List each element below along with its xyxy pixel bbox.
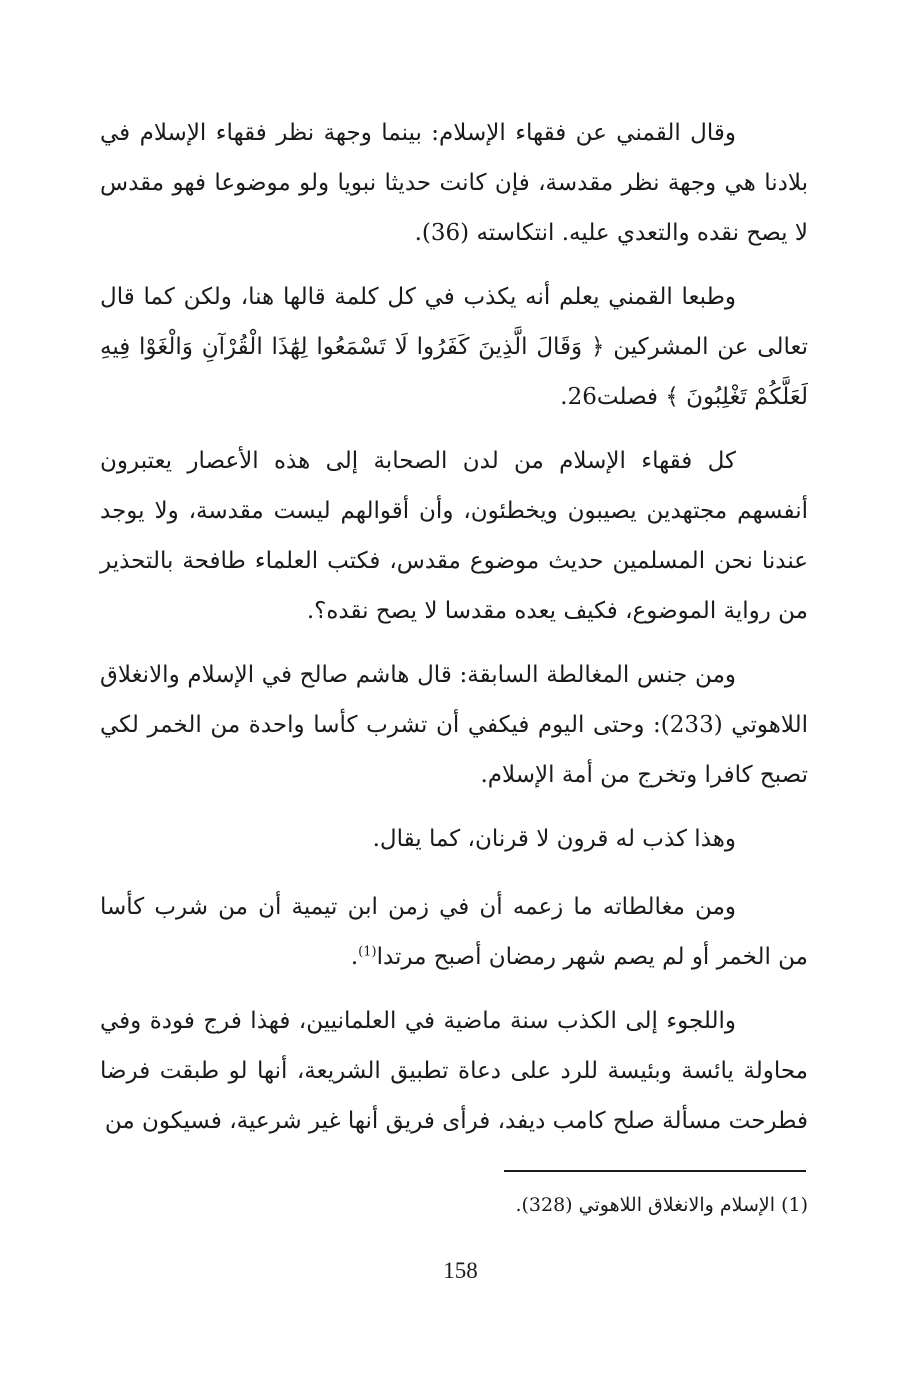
paragraph-6 (100, 882, 808, 982)
footnote: (1) الإسلام والانغلاق اللاهوتي (328). (515, 1194, 808, 1216)
page-number: 158 (443, 1258, 478, 1283)
footnote-divider (504, 1170, 806, 1172)
paragraph-3: كل فقهاء الإسلام من لدن الصحابة إلى هذه الأعصار يعتبرون أنفسهم مجتهدين يصيبون ويخطئون، وأن أقوالهم ليست مقدسة، ولا يوجد عندنا نحن المسلمين حديث موضوع مقدس، فكتب العلماء طافحة بالتحذير من رواية الموضوع، فكيف يعده مقدسا لا يصح نقده؟. (100, 448, 808, 624)
paragraph-4: ومن جنس المغالطة السابقة: قال هاشم صالح في الإسلام والانغلاق اللاهوتي (233): وحتى اليوم فيكفي أن تشرب كأسا واحدة من الخمر لكي تصبح كافرا وتخرج من أمة الإسلام. (100, 662, 808, 788)
paragraph-7: واللجوء إلى الكذب سنة ماضية في العلمانيين، فهذا فرج فودة وفي محاولة يائسة وبئيسة للرد على دعاة تطبيق الشريعة، أنها لو طبقت فرضا فطرحت مسألة صلح كامب ديفد، فرأى فريق أنها غير شرعية، فسيكون من (100, 1008, 808, 1134)
paragraph-1: وقال القمني عن فقهاء الإسلام: بينما وجهة نظر فقهاء الإسلام في بلادنا هي وجهة نظر مقدسة، فإن كانت حديثا نبويا ولو موضوعا فهو مقدس لا يصح نقده والتعدي عليه. انتكاسته (36). (100, 120, 808, 246)
paragraph-5: وهذا كذب له قرون لا قرنان، كما يقال. (372, 826, 736, 852)
paragraph-2: وطبعا القمني يعلم أنه يكذب في كل كلمة قالها هنا، ولكن كما قال تعالى عن المشركين ﴿ وَقَالَ الَّذِينَ كَفَرُوا لَا تَسْمَعُوا لِهَٰذَا الْقُرْآنِ وَالْغَوْا فِيهِ لَعَلَّكُمْ تَغْلِبُونَ ﴾ فصلت26. (100, 284, 808, 410)
paragraph-6-end: . (350, 944, 359, 970)
footnote-reference: (1) (358, 944, 377, 960)
page-body (100, 108, 808, 1160)
paragraph-6-text: ومن مغالطاته ما زعمه أن في زمن ابن تيمية أن من شرب كأسا من الخمر أو لم يصم شهر رمضان أصبح مرتدا (100, 894, 808, 970)
